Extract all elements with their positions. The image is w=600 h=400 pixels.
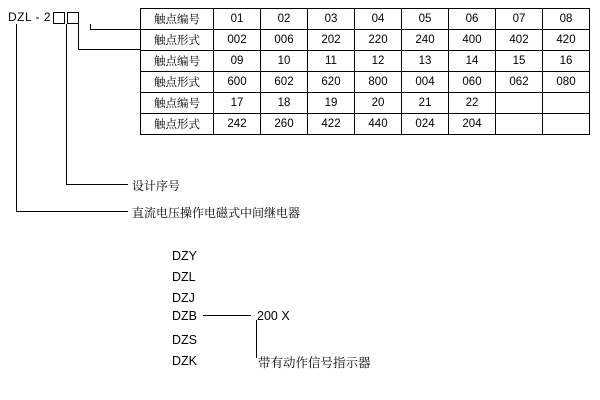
list-item: DZK — [172, 354, 197, 368]
table-row — [141, 114, 590, 135]
table-cell: 09 — [214, 51, 261, 72]
table-row — [141, 30, 590, 51]
leader-line-relay-horizontal — [16, 211, 128, 212]
table-cell: 600 — [214, 72, 261, 93]
table-cell: 10 — [261, 51, 308, 72]
leader-line-relay-vertical — [16, 24, 17, 212]
row-label: 触点编号 — [141, 9, 214, 30]
table-cell: 11 — [308, 51, 355, 72]
table-cell: 422 — [308, 114, 355, 135]
leader-line-box2-horizontal — [90, 29, 140, 30]
series-code: 200 X — [257, 309, 290, 323]
row-label: 触点形式 — [141, 30, 214, 51]
table-cell: 402 — [496, 30, 543, 51]
leader-line-box1-horizontal — [78, 49, 140, 50]
leader-line-box1-vertical — [78, 24, 79, 50]
table-cell: 060 — [449, 72, 496, 93]
list-item: DZY — [172, 249, 197, 263]
table-cell: 16 — [543, 51, 590, 72]
annotation-indicator-note: 带有动作信号指示器 — [258, 356, 371, 370]
table-cell — [496, 114, 543, 135]
table-cell: 15 — [496, 51, 543, 72]
contact-spec-table — [140, 8, 590, 135]
annotation-relay-description: 直流电压操作电磁式中间继电器 — [132, 206, 301, 220]
table-cell: 20 — [355, 93, 402, 114]
row-label: 触点编号 — [141, 51, 214, 72]
table-cell: 240 — [402, 30, 449, 51]
list-item: DZL — [172, 270, 196, 284]
table-row — [141, 51, 590, 72]
table-cell: 18 — [261, 93, 308, 114]
list-item: DZB — [172, 309, 197, 323]
table-cell: 242 — [214, 114, 261, 135]
table-cell: 04 — [355, 9, 402, 30]
table-row — [141, 72, 590, 93]
table-cell: 07 — [496, 9, 543, 30]
table-cell: 080 — [543, 72, 590, 93]
table-cell: 03 — [308, 9, 355, 30]
table-cell — [496, 93, 543, 114]
table-cell: 202 — [308, 30, 355, 51]
table-cell: 024 — [402, 114, 449, 135]
table-cell: 17 — [214, 93, 261, 114]
row-label: 触点编号 — [141, 93, 214, 114]
leader-dash — [203, 315, 251, 316]
leader-line-design-vertical — [66, 24, 67, 184]
table-cell: 220 — [355, 30, 402, 51]
table-cell: 002 — [214, 30, 261, 51]
model-code-box-2 — [67, 12, 79, 24]
table-cell: 14 — [449, 51, 496, 72]
table-cell: 22 — [449, 93, 496, 114]
table-row — [141, 9, 590, 30]
table-cell: 420 — [543, 30, 590, 51]
table-cell: 800 — [355, 72, 402, 93]
list-item: DZS — [172, 333, 197, 347]
table-cell: 006 — [261, 30, 308, 51]
table-cell: 06 — [449, 9, 496, 30]
table-cell: 400 — [449, 30, 496, 51]
table-cell: 02 — [261, 9, 308, 30]
table-cell: 204 — [449, 114, 496, 135]
model-code-box-1 — [53, 12, 65, 24]
table-cell: 260 — [261, 114, 308, 135]
row-label: 触点形式 — [141, 72, 214, 93]
table-cell: 13 — [402, 51, 449, 72]
table-cell: 004 — [402, 72, 449, 93]
table-row — [141, 93, 590, 114]
table-cell: 21 — [402, 93, 449, 114]
table-cell: 19 — [308, 93, 355, 114]
table-cell — [543, 114, 590, 135]
table-cell: 620 — [308, 72, 355, 93]
list-item: DZJ — [172, 291, 195, 305]
model-code-label — [8, 10, 79, 24]
table-cell: 01 — [214, 9, 261, 30]
row-label: 触点形式 — [141, 114, 214, 135]
table-cell: 12 — [355, 51, 402, 72]
contact-spec-table-body — [141, 9, 590, 135]
leader-line-indicator-vertical — [256, 320, 257, 358]
table-cell: 440 — [355, 114, 402, 135]
table-cell: 602 — [261, 72, 308, 93]
table-cell — [543, 93, 590, 114]
table-cell: 062 — [496, 72, 543, 93]
table-cell: 05 — [402, 9, 449, 30]
dzb-series-row — [172, 309, 290, 323]
table-cell: 08 — [543, 9, 590, 30]
leader-line-design-horizontal — [66, 184, 128, 185]
annotation-design-number: 设计序号 — [132, 179, 181, 193]
model-code-text: DZL - 2 — [8, 10, 52, 24]
